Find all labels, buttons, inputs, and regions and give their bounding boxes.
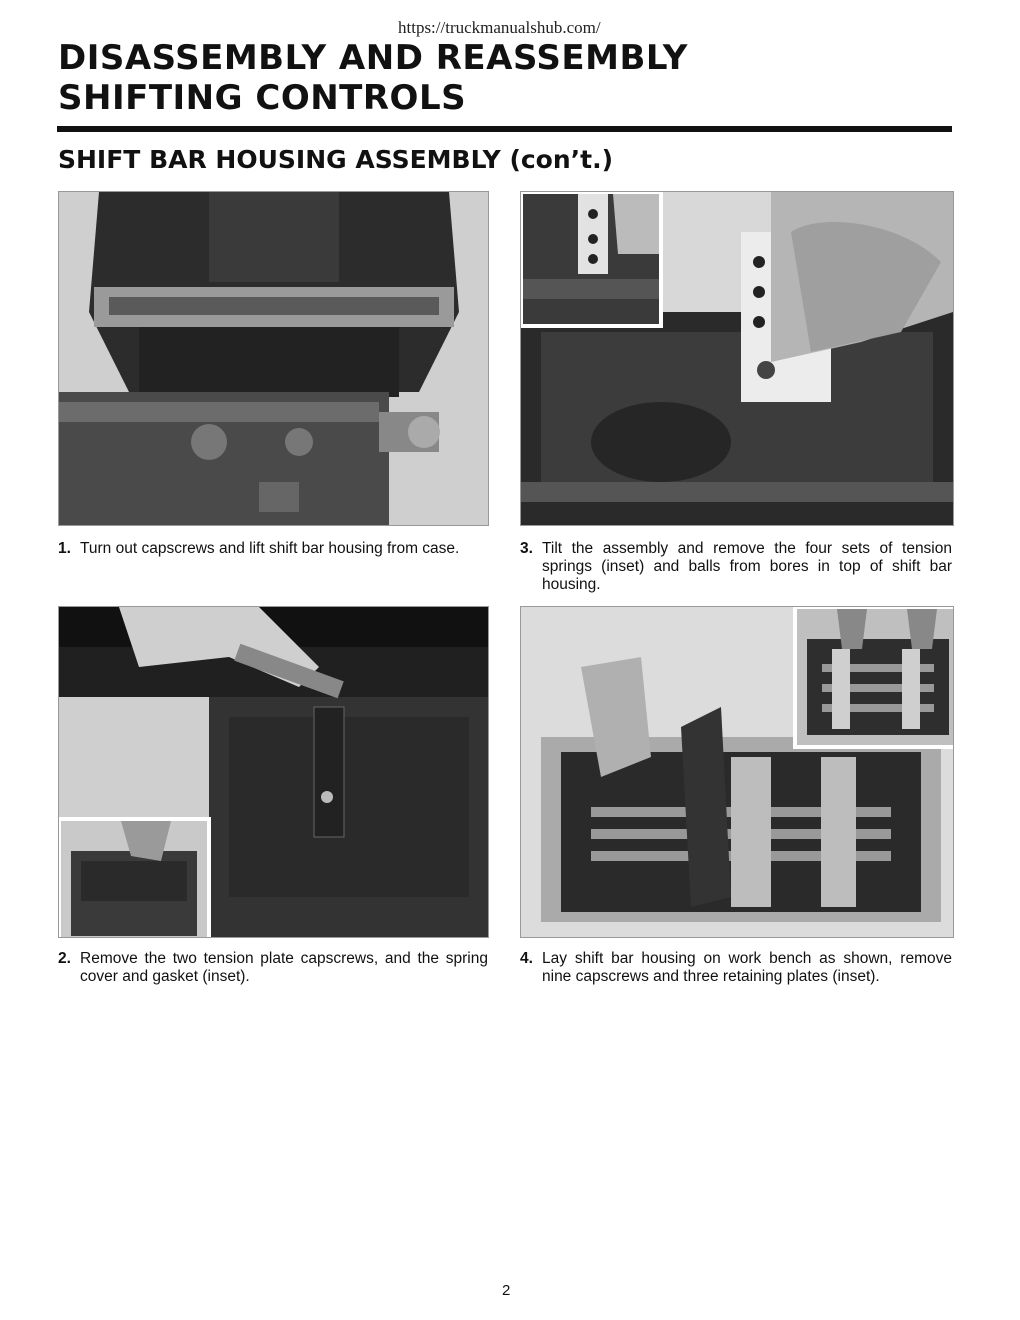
step-2-caption bbox=[58, 950, 488, 986]
photo-step-4 bbox=[520, 606, 954, 938]
photo-step-2 bbox=[58, 606, 489, 938]
step-3-caption bbox=[520, 540, 952, 594]
step-3-number: 3. bbox=[520, 540, 533, 557]
step-3-text: Tilt the assembly and remove the four sets of tension springs (inset) and balls from bores in top of shift bar housing. bbox=[542, 540, 952, 593]
title-rule bbox=[57, 126, 952, 132]
page-number: 2 bbox=[502, 1282, 511, 1299]
photo-step-2-inset bbox=[58, 817, 211, 938]
photo-step-3 bbox=[520, 191, 954, 526]
step-2-text: Remove the two tension plate capscrews, and the spring cover and gasket (inset). bbox=[80, 950, 488, 985]
step-4-number: 4. bbox=[520, 950, 533, 967]
photo-step-3-inset bbox=[520, 191, 663, 328]
source-url[interactable]: https://truckmanualshub.com/ bbox=[398, 18, 601, 37]
title-line-1: DISASSEMBLY AND REASSEMBLY bbox=[58, 38, 688, 78]
photo-step-4-inset bbox=[793, 606, 954, 749]
step-2-number: 2. bbox=[58, 950, 71, 967]
section-subtitle: SHIFT BAR HOUSING ASSEMBLY (con’t.) bbox=[58, 145, 614, 174]
step-4-text: Lay shift bar housing on work bench as shown, remove nine capscrews and three retaining plates (inset). bbox=[542, 950, 952, 985]
step-1-text: Turn out capscrews and lift shift bar housing from case. bbox=[80, 540, 460, 557]
page-title bbox=[58, 38, 688, 118]
step-1-number: 1. bbox=[58, 540, 71, 557]
photo-step-1 bbox=[58, 191, 489, 526]
title-line-2: SHIFTING CONTROLS bbox=[58, 78, 467, 118]
step-4-caption bbox=[520, 950, 952, 986]
step-1-caption bbox=[58, 540, 488, 558]
